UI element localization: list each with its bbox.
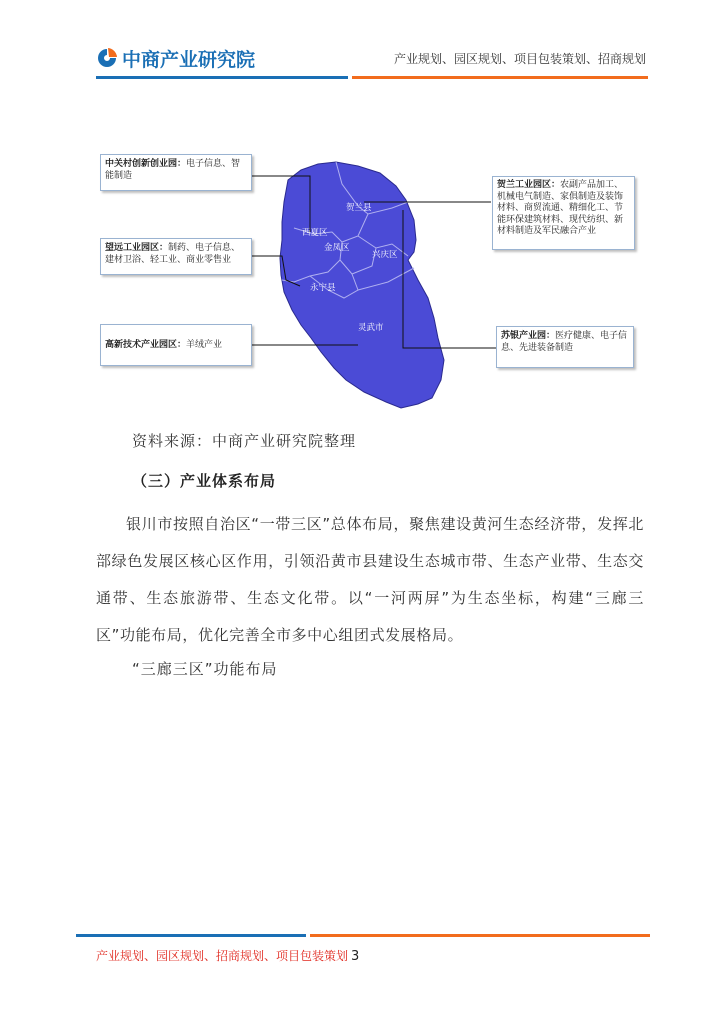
callout-title: 贺兰工业园区：: [497, 180, 561, 190]
footer: [96, 947, 359, 964]
callout-helan-park: [492, 176, 635, 250]
callout-text: 羊绒产业: [186, 340, 223, 350]
callout-text: 农副产品加工、机械电气制造、家俱制造及装饰材料、商贸流通、精细化工、节能环保建筑材料、现代纺织、新材料制造及军民融合产业: [497, 180, 624, 237]
city-region-shape: [280, 162, 444, 408]
header-divider-orange: [352, 76, 648, 79]
header-tagline: 产业规划、园区规划、项目包装策划、招商规划: [393, 52, 646, 66]
callout-title: 望远工业园区：: [105, 243, 169, 253]
section-heading: （三）产业体系布局: [132, 472, 277, 490]
callout-title: 高新技术产业园区：: [105, 340, 187, 350]
logo-text: 中商产业研究院: [122, 48, 256, 71]
footer-divider-orange: [310, 934, 650, 937]
callout-title: 中关村创新创业园：: [105, 159, 187, 169]
district-label-yongning: 永宁县: [310, 283, 336, 293]
company-logo-icon: [96, 47, 118, 69]
district-label-jinfeng: 金凤区: [324, 243, 350, 253]
district-label-xixia: 西夏区: [302, 228, 328, 238]
district-label-helan: 贺兰县: [346, 203, 372, 213]
logo: [96, 44, 255, 72]
header-divider-blue: [96, 76, 348, 79]
footer-divider-blue: [76, 934, 306, 937]
yinchuan-industrial-parks-map: [96, 140, 641, 415]
callout-hightech-park: [100, 324, 252, 366]
callout-suyin-park: [496, 326, 634, 368]
callout-text: 制药、电子信息、建材卫浴、轻工业、商业零售业: [105, 243, 241, 265]
callout-wangyuan-park: [100, 238, 252, 275]
callout-title: 苏银产业园：: [501, 331, 556, 341]
callout-zhongguancun-park: [100, 154, 252, 191]
next-figure-caption: “三廊三区”功能布局: [132, 660, 278, 678]
callout-text: 电子信息、智能制造: [105, 159, 241, 181]
callout-text: 医疗健康、电子信息、先进装备制造: [501, 331, 628, 353]
district-label-lingwu: 灵武市: [358, 323, 384, 333]
page-number: 3: [351, 949, 360, 964]
footer-text: 产业规划、园区规划、招商规划、项目包装策划: [96, 949, 349, 963]
body-paragraph: 银川市按照自治区“一带三区”总体布局，聚焦建设黄河生态经济带，发挥北部绿色发展区核心区作用，引领沿黄市县建设生态城市带、生态产业带、生态交通带、生态旅游带、生态文化带。以“一河两屏”为生态坐标，构建“三廊三区”功能布局，优化完善全市多中心组团式发展格局。: [96, 515, 644, 644]
figure-source: 资料来源：中商产业研究院整理: [132, 432, 357, 450]
district-label-xingqing: 兴庆区: [372, 250, 398, 260]
